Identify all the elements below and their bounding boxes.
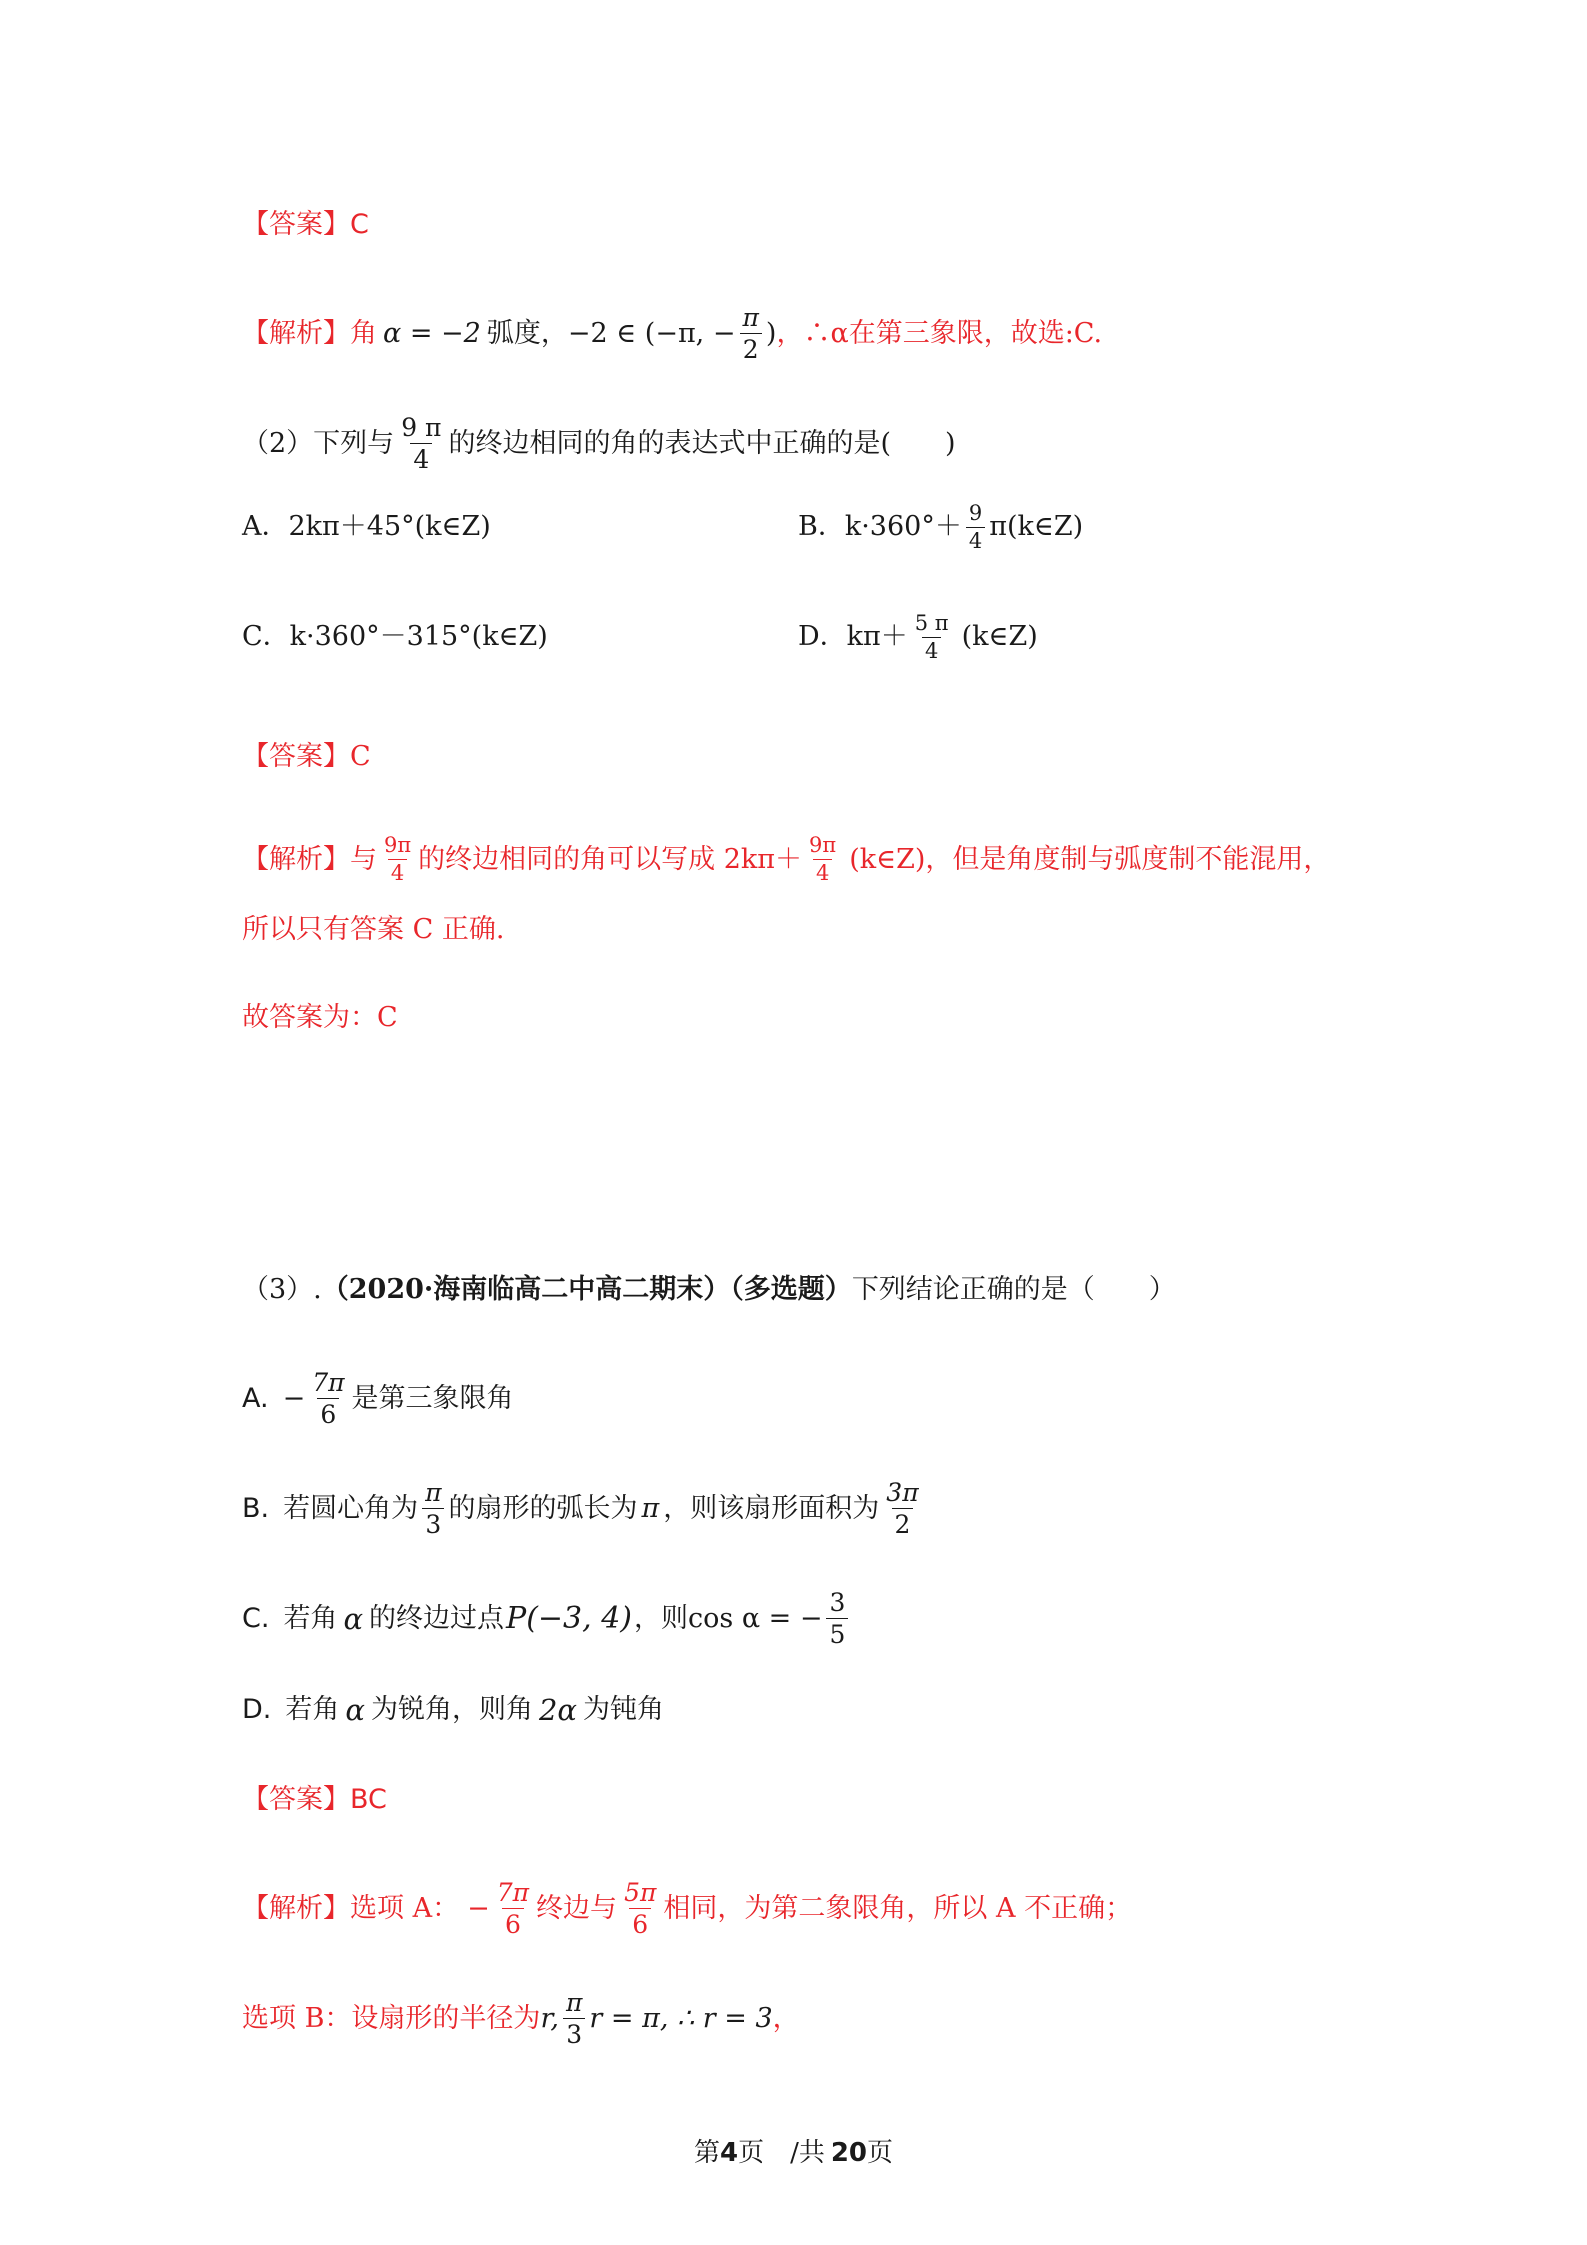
page-footer xyxy=(0,2132,1587,2169)
q1-analysis-line xyxy=(242,305,1427,362)
q3-stem xyxy=(242,1270,1427,1310)
alpha-expression: α = −2 xyxy=(383,317,481,349)
q3-option-a xyxy=(242,1370,1427,1427)
alpha-symbol: α xyxy=(343,1601,364,1636)
option-text: ，则该扇形面积为 xyxy=(663,1492,880,1524)
minus-sign: − xyxy=(282,1382,306,1414)
analysis-text: 选项 A： xyxy=(350,1892,460,1924)
fraction: $\frac{3\pi}{2}$ xyxy=(886,1478,919,1539)
fraction: $\frac{5\pi}{6}$ xyxy=(624,1878,657,1939)
analysis-text: 与 xyxy=(350,843,377,875)
fraction: $\frac{\pi}{2}$ xyxy=(739,305,761,362)
fraction: $\frac{9 \pi}{4}$ xyxy=(401,413,442,474)
option-text: 若角 xyxy=(283,1602,338,1634)
option-text: 的终边过点 xyxy=(369,1602,505,1634)
current-page: 4 xyxy=(719,2138,739,2168)
option-text: 若角 xyxy=(285,1694,340,1725)
fraction: $\frac{3}{5}$ xyxy=(826,1590,848,1647)
q2-analysis-line2 xyxy=(242,910,1427,950)
q3-analysis-line xyxy=(242,1880,1427,1937)
fraction: $\frac{5 \pi}{4}$ xyxy=(914,610,949,663)
analysis-text: ) xyxy=(765,317,777,349)
pi-symbol: π xyxy=(641,1492,660,1524)
question-text: 下列结论正确的是（ ） xyxy=(851,1274,1176,1305)
option-text: 若圆心角为 xyxy=(283,1492,419,1524)
total-pages: 20 xyxy=(830,2138,868,2168)
analysis-tag: 【解析】 xyxy=(242,843,350,875)
footer-text: 页 /共 xyxy=(738,2138,825,2168)
q3-option-c xyxy=(242,1590,1427,1647)
q3-analysis-b-line xyxy=(242,1990,1427,2047)
analysis-text: 弧度， xyxy=(486,317,568,349)
analysis-text: 角 xyxy=(350,317,377,349)
question-text: 的终边相同的角的表达式中正确的是( ) xyxy=(448,427,956,459)
q3-option-d xyxy=(242,1690,1427,1730)
two-alpha: 2α xyxy=(538,1693,578,1727)
fraction: $\frac{\pi}{3}$ xyxy=(422,1480,444,1537)
analysis-text: 终边与 xyxy=(536,1892,618,1924)
analysis-tag: 【解析】 xyxy=(242,317,350,349)
option-b: B．k·360°＋ $\frac{9}{4}$ π(k∈Z) xyxy=(798,500,1084,553)
fraction: $\frac{7\pi}{6}$ xyxy=(496,1878,530,1939)
fraction: $\frac{7\pi}{6}$ xyxy=(312,1368,345,1429)
alpha-symbol: α xyxy=(345,1693,365,1727)
fraction: $\frac{9\pi}{4}$ xyxy=(809,833,837,885)
q2-analysis-line xyxy=(242,835,1427,884)
analysis-text: 所以只有答案 C 正确. xyxy=(242,914,505,945)
fraction: $\frac{9\pi}{4}$ xyxy=(384,833,412,885)
q2-answer-line xyxy=(242,737,1427,777)
option-text: 的扇形的弧长为 xyxy=(448,1492,638,1524)
option-label: A. xyxy=(242,1382,269,1414)
q2-stem xyxy=(242,415,1427,472)
option-label: C. xyxy=(242,1602,270,1634)
q3-answer-line xyxy=(242,1780,1427,1820)
answer-value: BC xyxy=(350,1784,387,1815)
radius-equation: r = π, ∴ r = 3 xyxy=(589,2002,773,2034)
answer-tag: 【答案】 xyxy=(242,209,350,240)
option-text: ，则 xyxy=(634,1602,689,1634)
q3-option-b xyxy=(242,1480,1427,1537)
fraction: $\frac{\pi}{3}$ xyxy=(563,1990,585,2047)
answer-tag: 【答案】 xyxy=(242,1784,350,1815)
option-a: A．2kπ＋45°(k∈Z) xyxy=(242,511,491,542)
option-d: D．kπ＋ $\frac{5 \pi}{4}$ (k∈Z) xyxy=(798,610,1038,663)
answer-value: C xyxy=(350,741,371,772)
point-expression: P(−3, 4) xyxy=(506,1600,633,1636)
option-label: B. xyxy=(242,1492,270,1524)
option-c: C．k·360°－315°(k∈Z) xyxy=(242,621,548,652)
question-number: （2）下列与 xyxy=(242,427,395,459)
analysis-text: (k∈Z)，但是角度制与弧度制不能混用， xyxy=(849,843,1331,875)
answer-tag: 【答案】 xyxy=(242,741,350,772)
q2-final-answer xyxy=(242,998,1427,1038)
question-number: （3）. xyxy=(242,1274,322,1305)
cos-expression: cos α = − xyxy=(688,1602,823,1634)
option-text: 为钝角 xyxy=(583,1694,665,1725)
footer-text: 第 xyxy=(693,2138,720,2168)
analysis-text: 的终边相同的角可以写成 2kπ＋ xyxy=(418,843,803,875)
analysis-text: 相同，为第二象限角，所以 A 不正确； xyxy=(663,1892,1133,1924)
question-source: （2020·海南临高二中高二期末）（多选题） xyxy=(321,1274,852,1305)
fraction: $\frac{9}{4}$ xyxy=(966,503,985,552)
footer-text: 页 xyxy=(867,2138,894,2168)
minus-sign: − xyxy=(467,1892,490,1924)
analysis-conclusion: ，∴α在第三象限，故选:C. xyxy=(776,317,1103,349)
analysis-tag: 【解析】 xyxy=(242,1892,350,1924)
final-answer-text: 故答案为：C xyxy=(242,1002,398,1033)
radius-symbol: r, xyxy=(540,2002,559,2034)
option-text: 为锐角，则角 xyxy=(370,1694,533,1725)
answer-value: C xyxy=(350,209,369,240)
option-label: D. xyxy=(242,1694,272,1725)
analysis-text: ， xyxy=(772,2002,800,2034)
analysis-interval: −2 ∈ (−π, − xyxy=(567,317,736,349)
analysis-text: 选项 B：设扇形的半径为 xyxy=(242,2002,541,2034)
option-text: 是第三象限角 xyxy=(351,1382,514,1414)
q1-answer-line xyxy=(242,205,1427,245)
